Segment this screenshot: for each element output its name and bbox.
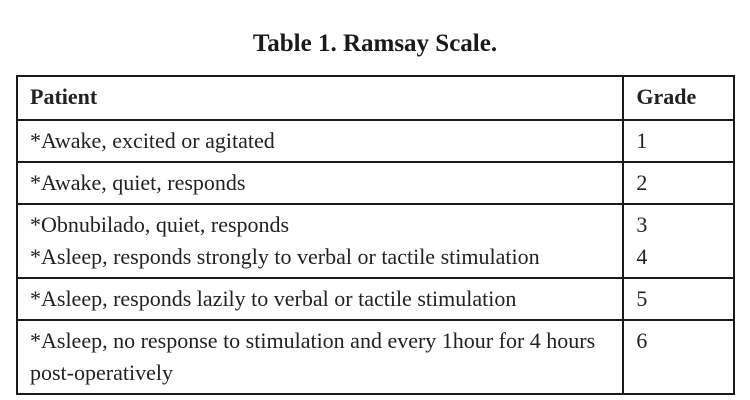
grade-cell <box>623 278 734 320</box>
grade-cell <box>623 204 734 278</box>
table-title: Table 1. Ramsay Scale. <box>252 30 498 57</box>
table-header-row <box>17 76 734 120</box>
patient-description: *Asleep, no response to stimulation and every 1hour for 4 hours post-operatively <box>30 328 596 385</box>
grade-value: 4 <box>636 244 648 269</box>
grade-value: 3 <box>636 212 648 237</box>
patient-cell <box>17 320 623 394</box>
table-row <box>17 120 734 162</box>
grade-cell <box>623 320 734 394</box>
table-row <box>17 204 734 278</box>
grade-value: 2 <box>636 170 648 195</box>
table-row <box>17 162 734 204</box>
grade-cell <box>623 162 734 204</box>
patient-cell <box>17 162 623 204</box>
ramsay-scale-table <box>16 75 735 395</box>
patient-description: *Asleep, responds lazily to verbal or tactile stimulation <box>30 286 517 311</box>
grade-value: 5 <box>636 286 648 311</box>
grade-value: 6 <box>636 328 648 353</box>
table-row <box>17 320 734 394</box>
table-row <box>17 278 734 320</box>
grade-cell <box>623 120 734 162</box>
patient-description: *Awake, excited or agitated <box>30 128 275 153</box>
patient-cell <box>17 120 623 162</box>
patient-description: *Asleep, responds strongly to verbal or tactile stimulation <box>30 244 540 269</box>
header-patient: Patient <box>17 76 623 120</box>
patient-cell <box>17 204 623 278</box>
patient-description: *Obnubilado, quiet, responds <box>30 212 290 237</box>
grade-value: 1 <box>636 128 648 153</box>
header-grade: Grade <box>623 76 734 120</box>
patient-cell <box>17 278 623 320</box>
patient-description: *Awake, quiet, responds <box>30 170 246 195</box>
